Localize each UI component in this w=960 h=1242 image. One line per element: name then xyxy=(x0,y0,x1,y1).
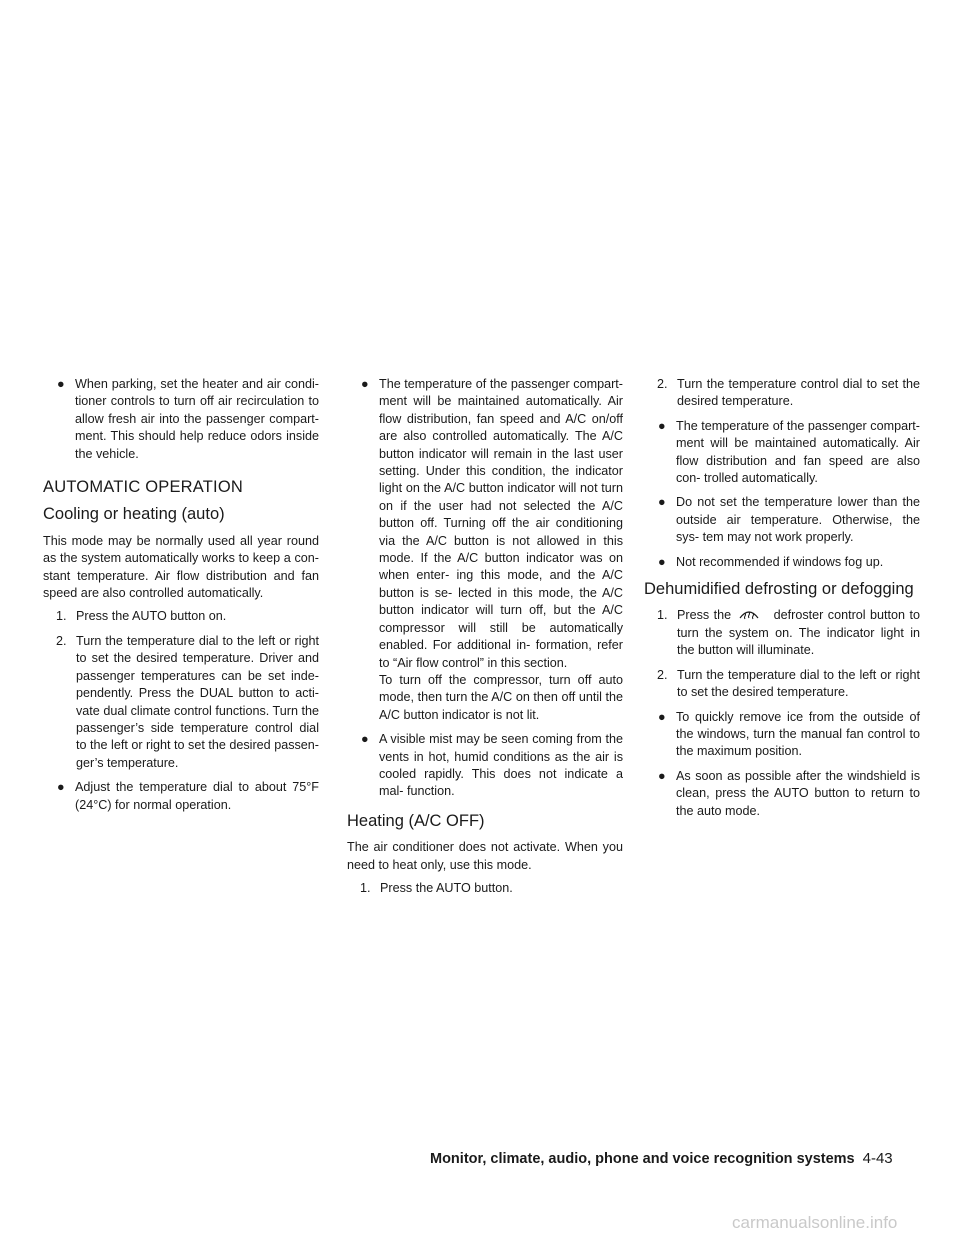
bullet-passenger-temp xyxy=(347,376,623,724)
bullet-ice xyxy=(644,709,920,761)
bullet-text: As soon as possible after the windshield is clean, press the AUTO button to return to the auto mode. xyxy=(676,768,920,818)
bullet-text: The temperature of the passenger compart- ment will be maintained automatically. Air flow distribution, fan speed and A/C on/off are also controlled automatically. The A/C button indicator will remain in the last user setting. Under this condition, the indicator light on the A/C button indicator will not turn on if the user had not selected the A/C button off. Turning off the air conditioning via the A/C button is not allowed in this mode. If the A/C button indicator was on when enter- ing this mode, and the A/C button is se- lected in this mode, the A/C button indicator will turn off, but the A/C compressor will still be automatically enabled. For additional in- formation, refer to “Air flow control” in this section. xyxy=(379,377,623,670)
subheading-auto: Cooling or heating (auto) xyxy=(43,505,225,524)
page-number: 4-43 xyxy=(862,1150,893,1167)
bullet-dot: ● xyxy=(658,418,666,433)
column-1 xyxy=(43,376,319,821)
bullet-adjust-temp xyxy=(43,779,319,814)
bullet-dot: ● xyxy=(57,780,65,795)
bullet-text: A visible mist may be seen coming from the vents in hot, humid conditions as the air is cooled rapidly. This does not indicate a mal- function. xyxy=(379,732,623,799)
bullet-dot: ● xyxy=(57,377,65,391)
bullet-dot: ● xyxy=(361,732,369,747)
bullet-text: When parking, set the heater and air condi- tioner controls to turn off air recirculation to allow fresh air into the passenger compart- ment. This should help reduce odors inside the vehicle. xyxy=(75,377,319,461)
bullet-text: Adjust the temperature dial to about 75°F (24°C) for normal operation. xyxy=(75,780,319,812)
paragraph-intro: The air conditioner does not activate. When you need to heat only, use this mode. xyxy=(347,840,623,872)
step-number: 1. xyxy=(360,880,371,895)
step-text: Turn the temperature control dial to set the desired temperature. xyxy=(677,377,920,409)
bullet-outside-temp xyxy=(644,494,920,546)
step-text: Press the AUTO button on. xyxy=(76,609,227,624)
bullet-dot: ● xyxy=(658,554,666,569)
bullet-text: Do not set the temperature lower than the outside air temperature. Otherwise, the sys- tem may not work properly. xyxy=(676,495,920,545)
bullet-auto-maintain xyxy=(644,418,920,488)
section-heading: AUTOMATIC OPERATION xyxy=(43,478,243,497)
step-1 xyxy=(43,608,319,625)
step-text: Turn the temperature dial to the left or right to set the desired temperature. xyxy=(677,667,920,700)
step-1 xyxy=(347,880,623,897)
bullet-mist xyxy=(347,731,623,801)
bullet-parking xyxy=(43,376,319,463)
watermark: carmanualsonline.info xyxy=(732,1213,898,1232)
paragraph-intro: This mode may be normally used all year round as the system automatically works to keep a con- stant temperature. Air flow distribution and fan speed are also controlled automatically. xyxy=(43,533,319,601)
bullet-return-auto xyxy=(644,768,920,820)
step-2b xyxy=(644,667,920,702)
bullet-fog xyxy=(644,554,920,571)
step-text: Press the AUTO button. xyxy=(380,880,513,895)
defroster-icon xyxy=(738,608,760,620)
step-number: 2. xyxy=(657,377,668,391)
step-text-post: defroster control button to turn the system on. The indicator light in the button will illuminate. xyxy=(677,608,921,658)
step-number: 1. xyxy=(657,608,668,623)
step-text: Turn the temperature dial to the left or right to set the desired temperature. Driver and passenger temperatures can be set inde- pendently. Press the DUAL button to acti- vate dual climate control functions. Turn the passenger’s side temperature control dial to the left or right to set the desired passen- ger’s temperature. xyxy=(76,633,319,770)
footer-title: Monitor, climate, audio, phone and voice recognition systems xyxy=(430,1151,855,1167)
bullet-text: Not recommended if windows fog up. xyxy=(676,554,884,569)
bullet-dot: ● xyxy=(658,768,666,783)
column-3 xyxy=(644,376,920,827)
step-number: 1. xyxy=(56,609,67,624)
bullet-continuation: To turn off the compressor, turn off auto mode, then turn the A/C on then off until the A/C button indicator is not lit. xyxy=(379,672,623,722)
page-footer xyxy=(430,1150,893,1167)
step-2 xyxy=(43,633,319,772)
bullet-text: The temperature of the passenger compart- ment will be maintained automatically. Air flow distribution and fan speed are also con- trolled automatically. xyxy=(676,418,920,486)
subheading-heating: Heating (A/C OFF) xyxy=(347,811,485,830)
subheading-defrost: Dehumidified defrosting or defogging xyxy=(644,580,914,599)
step-2 xyxy=(644,376,920,411)
bullet-dot: ● xyxy=(658,495,666,510)
bullet-text: To quickly remove ice from the outside of the windows, turn the manual fan control to the maximum position. xyxy=(676,709,920,759)
step-number: 2. xyxy=(657,667,668,682)
bullet-dot: ● xyxy=(361,377,369,391)
bullet-dot: ● xyxy=(658,709,666,724)
column-2 xyxy=(347,376,623,904)
step-number: 2. xyxy=(56,633,67,648)
step-1 xyxy=(644,607,920,659)
step-text-pre: Press the xyxy=(677,608,732,623)
